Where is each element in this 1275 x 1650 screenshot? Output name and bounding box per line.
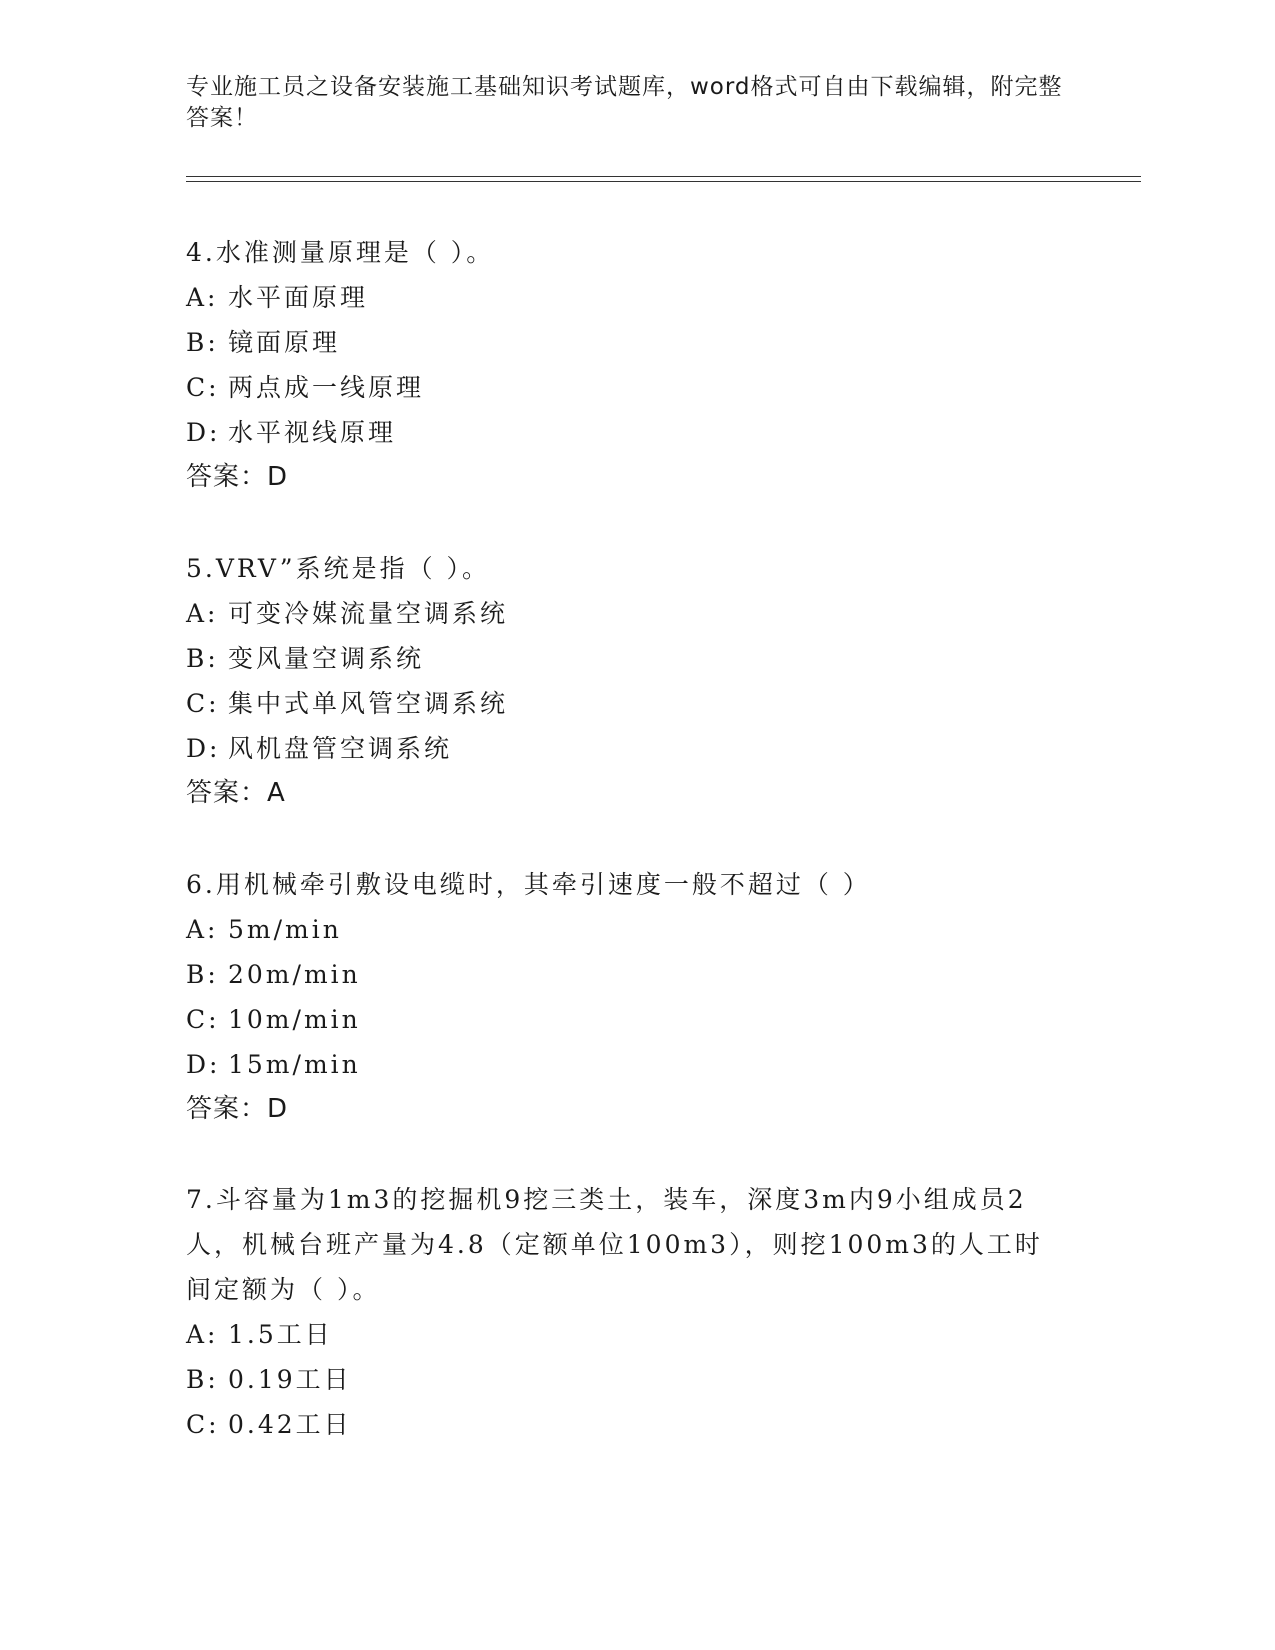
option-letter: B: <box>186 644 219 673</box>
option-c <box>186 1402 1086 1447</box>
option-text: 风机盘管空调系统 <box>228 734 453 763</box>
question-7 <box>186 1177 1086 1447</box>
option-c <box>186 365 1086 410</box>
option-d <box>186 410 1086 455</box>
question-stem: 6.用机械牵引敷设电缆时，其牵引速度一般不超过（ ） <box>186 870 871 899</box>
option-b <box>186 320 1086 365</box>
option-letter: A: <box>186 1320 219 1349</box>
option-letter: B: <box>186 960 219 989</box>
option-text: 5m/min <box>228 915 342 944</box>
option-d <box>186 1042 1086 1087</box>
option-c <box>186 997 1086 1042</box>
answer-line: 答案：A <box>186 778 286 808</box>
question-5 <box>186 546 1086 816</box>
header-rule-top <box>186 176 1141 177</box>
option-letter: A: <box>186 283 219 312</box>
option-text: 两点成一线原理 <box>228 373 425 402</box>
option-letter: C: <box>186 373 220 402</box>
option-letter: D: <box>186 418 221 447</box>
option-b <box>186 1357 1086 1402</box>
option-a <box>186 907 1086 952</box>
option-text: 15m/min <box>228 1050 361 1079</box>
option-text: 变风量空调系统 <box>228 644 425 673</box>
option-a <box>186 1312 1086 1357</box>
question-4 <box>186 230 1086 500</box>
answer-line: 答案：D <box>186 462 289 492</box>
option-text: 0.42工日 <box>228 1410 352 1439</box>
option-letter: C: <box>186 689 220 718</box>
option-text: 1.5工日 <box>228 1320 333 1349</box>
option-a <box>186 275 1086 320</box>
option-letter: D: <box>186 1050 221 1079</box>
option-a <box>186 591 1086 636</box>
option-text: 可变冷媒流量空调系统 <box>228 599 509 628</box>
question-stem: 7.斗容量为1m3的挖掘机9挖三类土，装车，深度3m内9小组成员2人，机械台班产量为4.8（定额单位100m3），则挖100m3的人工时间定额为（ ）。 <box>186 1185 1043 1304</box>
option-letter: B: <box>186 1365 219 1394</box>
header-rule-bottom <box>186 181 1141 182</box>
option-letter: D: <box>186 734 221 763</box>
question-stem: 4.水准测量原理是（ ）。 <box>186 238 495 267</box>
option-b <box>186 636 1086 681</box>
option-d <box>186 726 1086 771</box>
option-letter: C: <box>186 1410 220 1439</box>
document-header: 专业施工员之设备安装施工基础知识考试题库，word格式可自由下载编辑，附完整答案！ <box>186 74 1063 131</box>
option-text: 20m/min <box>228 960 361 989</box>
option-text: 水平面原理 <box>228 283 369 312</box>
option-letter: C: <box>186 1005 220 1034</box>
answer-line: 答案：D <box>186 1094 289 1124</box>
option-b <box>186 952 1086 997</box>
option-letter: A: <box>186 599 219 628</box>
option-letter: B: <box>186 328 219 357</box>
option-text: 集中式单风管空调系统 <box>228 689 509 718</box>
option-c <box>186 681 1086 726</box>
option-text: 10m/min <box>228 1005 361 1034</box>
option-text: 水平视线原理 <box>228 418 397 447</box>
option-text: 0.19工日 <box>228 1365 352 1394</box>
question-6 <box>186 862 1086 1132</box>
question-stem: 5.VRV”系统是指（ ）。 <box>186 554 491 583</box>
option-text: 镜面原理 <box>228 328 341 357</box>
option-letter: A: <box>186 915 219 944</box>
